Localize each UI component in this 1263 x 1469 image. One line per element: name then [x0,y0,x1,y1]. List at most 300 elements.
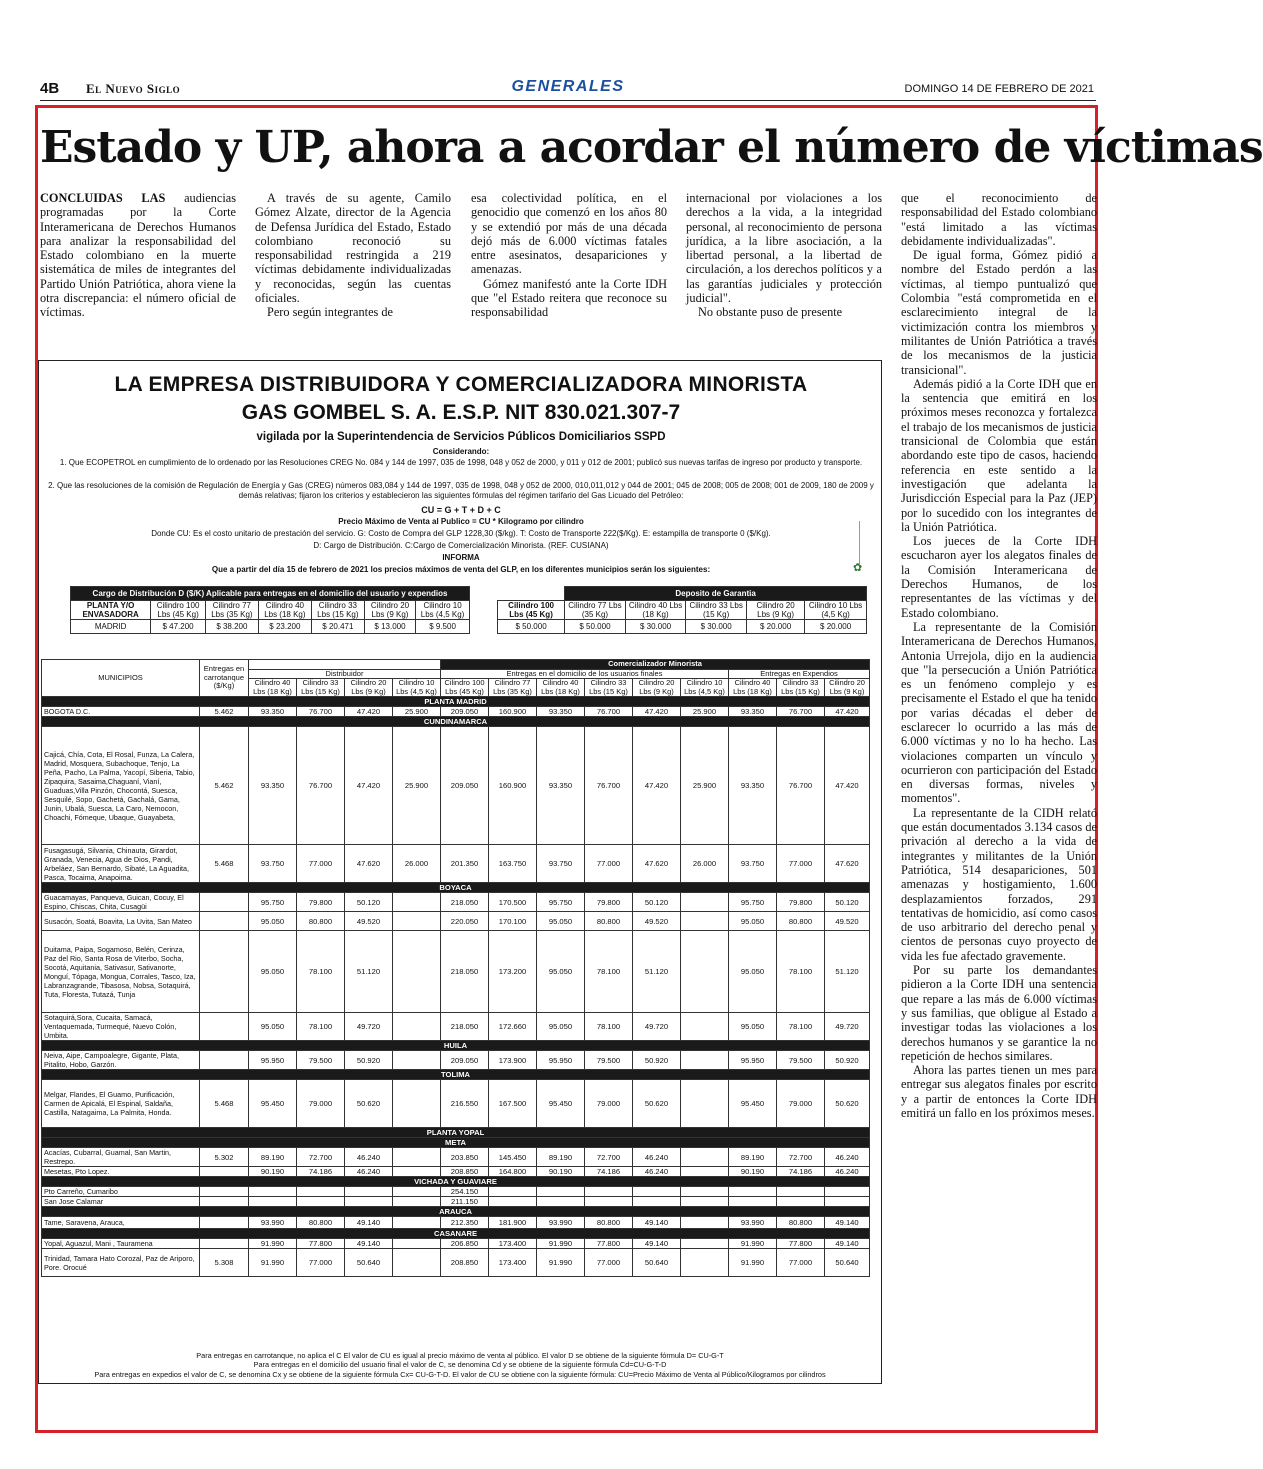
column-header: Cilindro 40 Lbs (18 Kg) [625,601,686,620]
price-cell [681,1148,729,1167]
price-cell [585,1197,633,1207]
price-cell [393,893,441,912]
leaf-icon: ✿ [853,562,863,574]
column-header: Comercializador Minorista [441,660,870,670]
region-name: HUILA [42,1041,870,1051]
footnote: Para entregas en el domicilio del usuario final el valor de C, se denomina Cd y se obtiene de la siguiente fórmula Cd=CU-G-T-D [253,1360,667,1370]
municipality-cell: Guacamayas, Panqueva, Guican, Cocuy, El Espino, Chiscas, Chita, Cusagüi [42,893,200,912]
price-cell [681,1013,729,1041]
municipality-cell: Tame, Saravena, Arauca, [42,1217,200,1229]
cu-definition: Donde CU: Es el costo unitario de prestación del servicio. G: Costo de Compra del GLP 1228,30 ($/kg). T: Costo de Transporte 222($/Kg). E: estampilla de transporte 0 ($/Kg). [151,529,771,538]
region-name: PLANTA MADRID [42,697,870,707]
region-name: TOLIMA [42,1070,870,1080]
price-cell: 90.190 [729,1167,777,1177]
price-cell [200,1217,249,1229]
price-cell: 79.800 [777,893,825,912]
price-cell [345,1197,393,1207]
price-cell: 50.920 [825,1051,870,1070]
price-cell: 173.900 [489,1051,537,1070]
article-lead: CONCLUIDAS LAS [40,191,166,205]
price-cell [393,1148,441,1167]
price-cell: 209.050 [441,1051,489,1070]
price-cell [489,1197,537,1207]
column-header: Cilindro 10 Lbs (4,5 Kg) [393,679,441,697]
price-cell: 79.000 [585,1080,633,1128]
price-cell: 76.700 [777,727,825,845]
price-cell: 201.350 [441,845,489,883]
price-cell: 91.990 [729,1239,777,1249]
municipality-cell: Sotaquirá,Sora, Cucaita, Samacá, Ventaquemada, Turmequé, Nuevo Colón, Umbita. [42,1013,200,1041]
price-cell: 47.620 [825,845,870,883]
article-column-2 [255,191,451,320]
paragraph: Además pidió a la Corte IDH que en la sentencia que emitirá en los próximos meses reconozca y fortalezca el trabajo de los mecanismos de justicia transicional de Colombia que están abordando este tipo de casos, haciendo referencia en este sentido a la investigación que adelanta la Jurisdicción Especial para la Paz (JEP) por lo sucedido con los integrantes de la Unión Patriótica. [901,376,1097,534]
column-header: Cilindro 40 Lbs (18 Kg) [249,679,297,697]
region-name: ARAUCA [42,1207,870,1217]
formula: CU = G + T + D + C [421,505,501,515]
price-cell [681,1167,729,1177]
price-cell: 78.100 [297,1013,345,1041]
price-cell: 47.420 [633,727,681,845]
price-cell [633,1197,681,1207]
dc-definition: D: Cargo de Distribución. C:Cargo de Comercialización Minorista. (REF. CUSIANA) [313,541,609,550]
price-cell: 51.120 [825,931,870,1013]
price-cell: 211.150 [441,1197,489,1207]
paragraph: Los jueces de la Corte IDH escucharon ayer los alegatos finales de la Comisión Interamericana de Derechos Humanos, de los representantes de las víctimas y del Estado colombiano. [901,534,1097,620]
price-cell: 145.450 [489,1148,537,1167]
price-cell [777,1197,825,1207]
price-cell: 95.950 [249,1051,297,1070]
price-cell: 79.000 [297,1080,345,1128]
table-cell: $ 20.471 [311,620,364,634]
column-header: Cilindro 40 Lbs (18 Kg) [729,679,777,697]
notice-footnotes [43,1351,877,1379]
price-cell: 77.800 [585,1239,633,1249]
price-cell: 78.100 [585,1013,633,1041]
price-cell: 49.520 [825,912,870,931]
municipality-cell: Pto Carreño, Cumaribo [42,1187,200,1197]
price-cell: 95.450 [729,1080,777,1128]
clause-1: 1. Que ECOPETROL en cumplimiento de lo ordenado por las Resoluciones CREG No. 084 y 144 de 1997, 035 de 1998, 048 y 052 de 2000, y 011 y 012 de 2001; publicó sus nuevas tarifas de ingreso por producto y transporte. [59,458,863,467]
article-column-5 [901,191,1097,1120]
municipality-cell: Neiva, Aipe, Campoalegre, Gigante, Plata, Pitalito, Hobo, Garzón. [42,1051,200,1070]
price-cell [729,1187,777,1197]
column-header: Cilindro 20 Lbs (9 Kg) [746,601,804,620]
table-row [42,1239,870,1249]
price-cell [393,1187,441,1197]
column-header: Cilindro 20 Lbs (9 Kg) [345,679,393,697]
column-header: Cilindro 33 Lbs (15 Kg) [686,601,747,620]
column-header: Cilindro 10 Lbs (4,5 Kg) [805,601,867,620]
column-header: Cilindro 40 Lbs (18 Kg) [537,679,585,697]
price-cell [729,1197,777,1207]
price-cell: 93.350 [537,727,585,845]
price-formula: Precio Máximo de Venta al Publico = CU * Kilogramo por cilindro [338,517,584,526]
price-cell: 74.186 [585,1167,633,1177]
price-cell: 47.620 [345,845,393,883]
paragraph: A través de su agente, Camilo Gómez Alzate, director de la Agencia de Defensa Jurídica del Estado, Estado colombiano reconoció su responsabilidad restringida a 219 víctimas debidamente individualizadas y reconocidas, según las cuentas oficiales. [255,191,451,306]
price-cell [200,1051,249,1070]
column-header: Distribuidor [249,669,441,679]
municipality-cell: Yopal, Aguazul, Mani , Tauramena [42,1239,200,1249]
price-cell: 163.750 [489,845,537,883]
price-cell: 5.468 [200,845,249,883]
price-cell [537,1187,585,1197]
price-cell [585,1187,633,1197]
price-cell [393,1197,441,1207]
table-row [42,931,870,1013]
region-name: VICHADA Y GUAVIARE [42,1177,870,1187]
price-cell: 91.990 [537,1239,585,1249]
price-cell: 80.800 [297,912,345,931]
region-name: PLANTA YOPAL [42,1128,870,1138]
price-cell [345,1187,393,1197]
price-cell [681,912,729,931]
column-header: Entregas en Expendios [729,669,870,679]
table-cell: $ 20.000 [805,620,867,634]
table-cell: $ 30.000 [686,620,747,634]
municipality-cell: Trinidad, Tamara Hato Corozal, Paz de Ariporo, Pore. Orocué [42,1249,200,1277]
price-cell: 79.800 [585,893,633,912]
municipality-cell: San Jose Calamar [42,1197,200,1207]
region-header-row [42,1041,870,1051]
price-cell [200,1239,249,1249]
price-cell: 91.990 [249,1239,297,1249]
table-row [42,707,870,717]
price-cell [681,1080,729,1128]
municipality-cell: Acacías, Cubarral, Guamal, San Martin, Restrepo. [42,1148,200,1167]
price-cell [200,931,249,1013]
price-cell: 49.140 [825,1217,870,1229]
price-cell: 95.750 [729,893,777,912]
distribution-charge-table [70,586,470,634]
price-cell: 5.302 [200,1148,249,1167]
price-cell: 49.720 [345,1013,393,1041]
price-cell: 50.120 [825,893,870,912]
price-cell: 77.000 [585,845,633,883]
price-cell: 50.640 [633,1249,681,1277]
price-cell [200,1013,249,1041]
table-row [42,1197,870,1207]
price-cell: 218.050 [441,893,489,912]
table-heading: Cargo de Distribución D ($/K) Aplicable para entregas en el domicilio del usuario y expendios [71,587,470,601]
price-cell [825,1197,870,1207]
price-cell: 79.500 [585,1051,633,1070]
price-cell: 95.750 [537,893,585,912]
paragraph: Por su parte los demandantes pidieron a la Corte IDH una sentencia que repare a las más de 6.000 víctimas y sus familias, que obligue al Estado a investigar todas las violaciones a los derechos humanos y se garantice la no repetición de hechos similares. [901,963,1097,1063]
region-header-row [42,1128,870,1138]
price-cell: 50.120 [633,893,681,912]
table-row [42,727,870,845]
price-cell: 93.350 [537,707,585,717]
price-cell: 172.660 [489,1013,537,1041]
price-cell: 76.700 [777,707,825,717]
price-cell: 95.050 [729,931,777,1013]
price-cell: 25.900 [681,727,729,845]
price-cell: 51.120 [633,931,681,1013]
price-cell: 95.050 [537,1013,585,1041]
price-cell: 95.050 [537,931,585,1013]
price-cell: 77.800 [777,1239,825,1249]
price-cell [200,1167,249,1177]
municipality-cell: Mesetas, Pto Lopez. [42,1167,200,1177]
price-cell: 254.150 [441,1187,489,1197]
price-cell: 46.240 [345,1148,393,1167]
price-cell: 89.190 [729,1148,777,1167]
table-row [42,1167,870,1177]
price-cell: 76.700 [585,727,633,845]
price-cell: 160.900 [489,707,537,717]
table-row [42,845,870,883]
price-cell [297,1197,345,1207]
price-cell: 50.620 [825,1080,870,1128]
price-cell: 173.400 [489,1239,537,1249]
paragraph: La representante de la CIDH relató que están documentados 3.134 casos de privación al derecho a la vida de integrantes y militantes de la Unión Patriótica, 514 desapariciones, 501 amenazas y hostigamiento, 1.600 desplazamientos forzados, 291 tentativas de homicidio, así como casos de uso arbitrario del derecho penal y cientos de personas cuyo proyecto de vida les fue afectado gravemente. [901,805,1097,963]
table-cell: $ 38.200 [205,620,258,634]
table-row [42,893,870,912]
price-cell: 79.500 [297,1051,345,1070]
price-cell: 209.050 [441,707,489,717]
price-cell: 50.640 [345,1249,393,1277]
price-cell [633,1187,681,1197]
column-header: Cilindro 77 Lbs (35 Kg) [205,601,258,620]
column-header: Cilindro 40 Lbs (18 Kg) [258,601,311,620]
price-cell: 95.950 [537,1051,585,1070]
table-cell: $ 23.200 [258,620,311,634]
region-header-row [42,1070,870,1080]
price-cell [393,1239,441,1249]
price-cell: 93.750 [249,845,297,883]
price-cell [393,1080,441,1128]
price-cell: 95.050 [249,1013,297,1041]
price-cell: 47.420 [825,707,870,717]
price-cell: 93.990 [537,1217,585,1229]
price-cell: 93.750 [537,845,585,883]
price-cell: 51.120 [345,931,393,1013]
price-cell: 50.920 [345,1051,393,1070]
municipality-cell: Cajicá, Chía, Cota, El Rosal, Funza, La Calera, Madrid, Mosquera, Subachoque, Tenjo, La Peña, Pacho, La Palma, Yacopí, Siberia, Tabio, Zipaquira, Sasaima,Chaguaní, Vianí, Guaduas,Villa Pinzón, Chocontá, Suesca, Sesquilé, Sopo, Gachetá, Gachalá, Gama, Junin, Ubalá, Suesca, La Caro, Nemocon, Choachi, Fómeque, Ubaque, Guayabeta, [42,727,200,845]
price-cell: 25.900 [393,727,441,845]
price-cell: 90.190 [537,1167,585,1177]
price-cell: 46.240 [825,1148,870,1167]
price-cell: 80.800 [585,912,633,931]
price-cell: 5.308 [200,1249,249,1277]
table-row [42,1051,870,1070]
price-cell [681,1197,729,1207]
price-cell [489,1187,537,1197]
price-cell: 91.990 [249,1249,297,1277]
paragraph: De igual forma, Gómez pidió a nombre del Estado perdón a las víctimas, al tiempo puntualizó que Colombia "está comprometida en el esclarecimiento integral de la victimización contra los miembros y militantes de Unión Patriótica a través de los mecanismos de la justicia transicional". [901,248,1097,377]
price-cell: 26.000 [393,845,441,883]
price-cell: 77.000 [297,1249,345,1277]
municipality-cell: Fusagasugá, Silvania, Chinauta, Girardot, Granada, Venecia, Agua de Dios, Pandi, Arbeláez, San Bernardo, Sibaté, La Aguadita, Pasca, Tocaima, Anapoima. [42,845,200,883]
column-header: Cilindro 100 Lbs (45 Kg) [498,601,565,620]
region-name: META [42,1138,870,1148]
municipality-cell: BOGOTA D.C. [42,707,200,717]
price-cell: 90.190 [249,1167,297,1177]
price-cell [681,1239,729,1249]
column-header: Cilindro 33 Lbs (15 Kg) [311,601,364,620]
table-row [42,1217,870,1229]
section-title: GENERALES [511,78,625,95]
price-cell: 79.000 [777,1080,825,1128]
price-cell: 95.050 [729,1013,777,1041]
price-cell: 74.186 [777,1167,825,1177]
price-cell: 79.800 [297,893,345,912]
price-cell: 46.240 [633,1148,681,1167]
price-cell: 72.700 [585,1148,633,1167]
price-cell: 95.050 [249,931,297,1013]
price-cell: 203.850 [441,1148,489,1167]
column-header: Entregas en el domicilio de los usuarios finales [441,669,729,679]
price-cell: 160.900 [489,727,537,845]
column-header: Cilindro 20 Lbs (9 Kg) [825,679,870,697]
price-cell: 170.100 [489,912,537,931]
price-cell: 77.000 [585,1249,633,1277]
price-cell: 167.500 [489,1080,537,1128]
publication-name: El Nuevo Siglo [86,81,181,96]
region-header-row [42,1177,870,1187]
price-cell: 208.850 [441,1249,489,1277]
municipality-cell: Melgar, Flandes, El Guamo, Purificación, Carmen de Apicalá, El Espinal, Saldaña, Castilla, Natagaima, La Palmita, Honda. [42,1080,200,1128]
price-cell: 173.400 [489,1249,537,1277]
price-cell: 216.550 [441,1080,489,1128]
price-cell [200,912,249,931]
column-header: Cilindro 10 Lbs (4,5 Kg) [416,601,470,620]
price-cell [393,1167,441,1177]
price-cell: 50.620 [633,1080,681,1128]
price-cell [249,1187,297,1197]
price-cell: 93.350 [249,727,297,845]
price-cell: 76.700 [297,727,345,845]
price-cell [393,912,441,931]
price-cell: 80.800 [297,1217,345,1229]
price-cell [249,1197,297,1207]
price-cell [681,1187,729,1197]
price-cell: 49.140 [633,1239,681,1249]
price-cell: 49.140 [633,1217,681,1229]
column-header: Entregas en carrotanque ($/Kg) [200,660,249,697]
table-heading: Deposito de Garantia [565,587,867,601]
footnote: Para entregas en expedios el valor de C, se denomina Cx y se obtiene de la siguiente fórmula Cx= CU-G-T-D. El valor de CU se obtiene con la siguiente fórmula: CU=Precio Máximo de Venta al Público/Kilogramos por cilindros [94,1369,826,1379]
paragraph: internacional por violaciones a los derechos a la vida, a la integridad personal, al reconocimiento de persona jurídica, a la libre asociación, a la libertad personal, a la libertad de circulación, a los derechos políticos y a las garantías judiciales y protección judicial". [686,191,882,306]
price-cell: 47.420 [825,727,870,845]
region-name: CUNDINAMARCA [42,717,870,727]
price-cell [297,1187,345,1197]
notice-title: LA EMPRESA DISTRIBUIDORA Y COMERCIALIZADORA MINORISTA [114,373,808,396]
notice-company: GAS GOMBEL S. A. E.S.P. NIT 830.021.307-7 [241,401,681,424]
price-cell [681,1249,729,1277]
price-cell: 218.050 [441,931,489,1013]
price-cell [777,1187,825,1197]
price-cell: 93.350 [729,707,777,717]
table-cell: $ 9.500 [416,620,470,634]
price-cell: 25.900 [681,707,729,717]
price-cell: 95.950 [729,1051,777,1070]
price-cell: 25.900 [393,707,441,717]
price-cell: 220.050 [441,912,489,931]
price-cell: 209.050 [441,727,489,845]
price-cell: 49.720 [825,1013,870,1041]
deposit-table [497,586,867,634]
gas-price-notice [38,360,882,1384]
price-cell [393,1051,441,1070]
effective-date: Que a partir del día 15 de febrero de 2021 los precios máximos de venta del GLP, en los diferentes municipios serán los siguientes: [211,565,711,574]
price-cell: 49.720 [633,1013,681,1041]
price-cell: 212.350 [441,1217,489,1229]
price-cell: 47.620 [633,845,681,883]
price-cell: 91.990 [729,1249,777,1277]
price-cell: 77.000 [777,1249,825,1277]
table-cell: $ 13.000 [364,620,415,634]
price-cell: 78.100 [777,1013,825,1041]
price-cell: 181.900 [489,1217,537,1229]
column-header: Cilindro 33 Lbs (15 Kg) [297,679,345,697]
region-name: CASANARE [42,1229,870,1239]
table-row [42,1249,870,1277]
price-cell: 89.190 [249,1148,297,1167]
table-cell: $ 20.000 [746,620,804,634]
price-cell: 79.500 [777,1051,825,1070]
price-cell [393,1013,441,1041]
paragraph: Ahora las partes tienen un mes para entregar sus alegatos finales por escrito y a partir de entonces la Corte IDH emitirá un fallo en los próximos meses. [901,1063,1097,1120]
column-header: Cilindro 100 Lbs (45 Kg) [441,679,489,697]
column-header: Cilindro 77 Lbs (35 Kg) [489,679,537,697]
headline: Estado y UP, ahora a acordar el número de víctimas [40,122,1263,173]
paragraph: La representante de la Comisión Interamericana de Derechos Humanos, Antonia Urrejola, dijo en la audiencia que "la persecución a Unión Patriótica es un fenómeno complejo y es precisamente el Estado el que ha tenido por varias décadas el deber de esclarecer lo ocurrido a las más de 6.000 víctimas y no lo ha hecho. Las violaciones comparten un vínculo y ocurrieron con participación del Estado en diversas formas, niveles y momentos". [901,619,1097,806]
price-cell: 72.700 [777,1148,825,1167]
price-cell: 93.750 [729,845,777,883]
footnote: Para entregas en carrotanque, no aplica el C El valor de CU es igual al precio máximo de venta al público. El valor D se obtiene de la siguiente fórmula D= CU-G-T [196,1350,724,1360]
price-cell [200,893,249,912]
price-cell: 95.050 [249,912,297,931]
price-cell: 93.350 [729,727,777,845]
paragraph: Pero según integrantes de [267,305,394,320]
price-cell: 26.000 [681,845,729,883]
table-row [42,912,870,931]
price-cell: 5.468 [200,1080,249,1128]
considerando: Considerando: [432,447,490,456]
column-header: MUNICIPIOS [42,660,200,697]
price-cell: 78.100 [297,931,345,1013]
region-header-row [42,1138,870,1148]
table-row [42,1148,870,1167]
price-cell: 46.240 [633,1167,681,1177]
price-cell: 47.420 [345,707,393,717]
price-cell: 77.800 [297,1239,345,1249]
price-cell [393,1217,441,1229]
paragraph: Gómez manifestó ante la Corte IDH que "el Estado reitera que reconoce su responsabilidad [471,276,667,320]
price-cell: 47.420 [633,707,681,717]
price-cell: 93.350 [249,707,297,717]
column-header: Cilindro 10 Lbs (4,5 Kg) [681,679,729,697]
price-cell: 50.640 [825,1249,870,1277]
price-cell [393,931,441,1013]
price-cell [825,1187,870,1197]
price-cell: 49.140 [345,1217,393,1229]
price-cell: 50.120 [345,893,393,912]
table-cell: $ 50.000 [565,620,626,634]
table-row [42,1080,870,1128]
price-cell: 206.850 [441,1239,489,1249]
municipality-cell: Duitama, Paipa, Sogamoso, Belén, Cerinza, Paz del Rio, Santa Rosa de Viterbo, Socha, Socotá, Aquitania, Sativasur, Sativanorte, Monguí, Tópaga, Mongua, Corrales, Tasco, Iza, Labranzagrande, Tibasosa, Nobsa, Sotaquirá, Tuta, Floresta, Tutazá, Tunja [42,931,200,1013]
price-cell: 91.990 [537,1249,585,1277]
price-cell [393,1249,441,1277]
region-header-row [42,1229,870,1239]
price-cell [537,1197,585,1207]
notice-supervision: vigilada por la Superintendencia de Servicios Públicos Domiciliarios SSPD [256,431,666,443]
price-cell [681,1051,729,1070]
page-folio [40,78,1096,101]
